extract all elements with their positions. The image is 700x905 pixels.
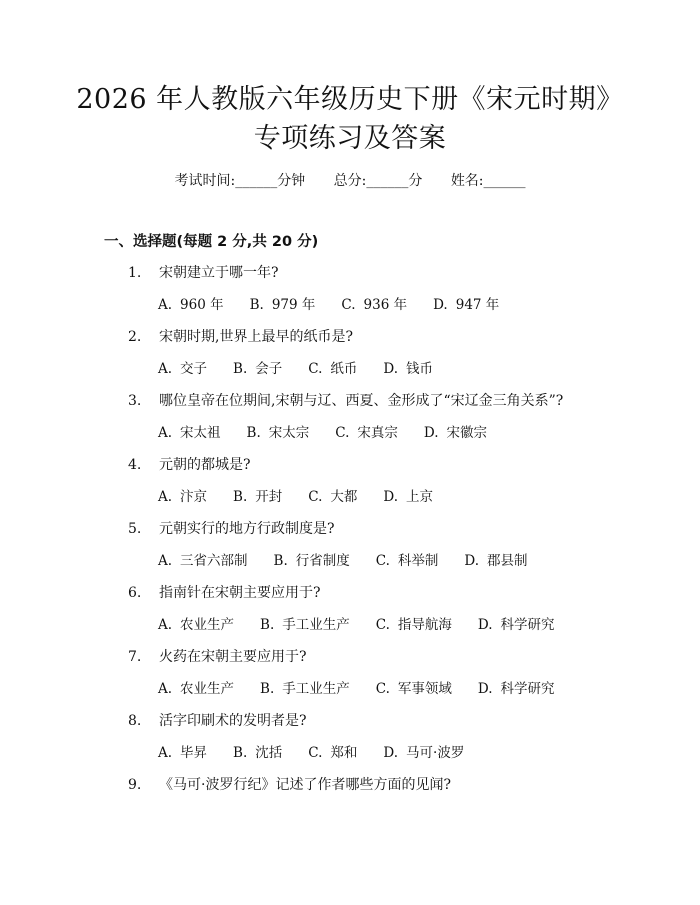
option-letter: A. — [158, 361, 173, 377]
exam-time-label: 考试时间: — [174, 173, 236, 189]
option-text: 宋真宗 — [357, 425, 398, 441]
answer-option — [158, 357, 207, 377]
option-letter: D. — [464, 553, 480, 569]
answer-option — [376, 549, 439, 569]
option-text: 947 年 — [455, 297, 500, 313]
total-score-blank: ______ — [366, 173, 409, 189]
option-letter: B. — [233, 489, 248, 505]
student-name-field — [451, 170, 526, 190]
total-score-field — [334, 170, 423, 190]
answer-option — [341, 293, 407, 313]
option-text: 郡县制 — [487, 553, 528, 569]
option-text: 979 年 — [271, 297, 316, 313]
option-text: 农业生产 — [180, 681, 235, 697]
answer-option — [250, 293, 316, 313]
total-score-label: 总分: — [333, 173, 367, 189]
answer-option — [308, 741, 357, 761]
option-letter: B. — [249, 297, 264, 313]
student-name-label: 姓名: — [450, 173, 484, 189]
option-letter: C. — [308, 361, 323, 377]
answer-option — [308, 485, 357, 505]
option-letter: C. — [308, 489, 323, 505]
option-letter: D. — [383, 361, 399, 377]
question-number: 4. — [128, 457, 142, 473]
option-text: 960 年 — [180, 297, 224, 313]
question-item — [128, 454, 251, 474]
option-text: 科学研究 — [500, 681, 555, 697]
question-number: 8. — [128, 713, 142, 729]
question-item — [128, 326, 353, 346]
question-item — [128, 646, 307, 666]
option-letter: C. — [375, 681, 390, 697]
question-number: 3. — [128, 393, 142, 409]
question-item — [128, 262, 279, 282]
question-item — [128, 518, 335, 538]
option-text: 毕昇 — [180, 745, 208, 761]
option-text: 手工业生产 — [282, 617, 350, 633]
answer-option — [158, 549, 248, 569]
option-text: 交子 — [180, 361, 208, 377]
answer-option — [260, 613, 350, 633]
option-letter: C. — [375, 617, 390, 633]
answer-options — [158, 549, 554, 569]
answer-options — [158, 485, 459, 505]
option-letter: B. — [273, 553, 288, 569]
answer-option — [383, 741, 464, 761]
option-letter: A. — [158, 297, 173, 313]
option-letter: A. — [158, 617, 173, 633]
option-letter: D. — [433, 297, 448, 313]
answer-options — [158, 677, 581, 697]
option-text: 汴京 — [180, 489, 208, 505]
option-text: 三省六部制 — [180, 553, 248, 569]
answer-options — [158, 293, 525, 313]
question-text: 哪位皇帝在位期间,宋朝与辽、西夏、金形成了“宋辽金三角关系”? — [159, 393, 564, 409]
answer-options — [158, 357, 459, 377]
total-score-unit: 分 — [408, 173, 423, 189]
question-number: 2. — [128, 329, 142, 345]
answer-option — [433, 293, 499, 313]
question-number: 7. — [128, 649, 142, 665]
question-text: 元朝的都城是? — [159, 457, 251, 473]
exam-info-row — [0, 170, 700, 190]
answer-option — [247, 421, 310, 441]
option-letter: B. — [260, 617, 275, 633]
answer-option — [158, 741, 207, 761]
option-text: 纸币 — [330, 361, 358, 377]
option-text: 宋太宗 — [268, 425, 310, 441]
answer-option — [158, 613, 234, 633]
answer-option — [233, 485, 282, 505]
option-letter: D. — [423, 425, 439, 441]
option-letter: A. — [158, 489, 173, 505]
option-letter: A. — [158, 425, 173, 441]
answer-option — [376, 613, 452, 633]
question-item — [128, 390, 563, 410]
answer-option — [376, 677, 452, 697]
question-text: 元朝实行的地方行政制度是? — [159, 521, 335, 537]
exam-time-unit: 分钟 — [277, 173, 306, 189]
option-text: 指导航海 — [397, 617, 452, 633]
document-title-line1: 2026 年人教版六年级历史下册《宋元时期》 — [76, 84, 624, 115]
answer-option — [335, 421, 398, 441]
answer-options — [158, 613, 581, 633]
option-text: 宋徽宗 — [446, 425, 488, 441]
answer-option — [158, 293, 224, 313]
option-letter: C. — [308, 745, 323, 761]
question-number: 6. — [128, 585, 142, 601]
answer-option — [233, 741, 282, 761]
exam-time-field — [174, 170, 305, 190]
answer-option — [383, 485, 433, 505]
answer-options — [158, 421, 513, 441]
option-text: 行省制度 — [295, 553, 350, 569]
section-heading-multiple-choice: 一、选择题(每题 2 分,共 20 分) — [104, 234, 319, 250]
option-text: 沈括 — [255, 745, 283, 761]
exam-time-blank: ______ — [235, 173, 278, 189]
question-text: 《马可·波罗行纪》记述了作者哪些方面的见闻? — [159, 777, 451, 793]
document-title-line2: 专项练习及答案 — [253, 123, 447, 154]
question-text: 指南针在宋朝主要应用于? — [159, 585, 321, 601]
option-letter: A. — [158, 553, 173, 569]
question-text: 宋朝建立于哪一年? — [159, 265, 279, 281]
option-letter: C. — [375, 553, 390, 569]
question-text: 活字印刷术的发明者是? — [159, 713, 307, 729]
option-text: 农业生产 — [180, 617, 235, 633]
question-item — [128, 582, 321, 602]
question-number: 5. — [128, 521, 142, 537]
answer-option — [158, 421, 221, 441]
option-text: 上京 — [406, 489, 434, 505]
answer-option — [260, 677, 350, 697]
option-text: 会子 — [255, 361, 283, 377]
option-letter: B. — [233, 361, 248, 377]
option-text: 郑和 — [330, 745, 358, 761]
option-letter: B. — [246, 425, 261, 441]
option-text: 军事领域 — [397, 681, 452, 697]
option-text: 手工业生产 — [282, 681, 350, 697]
student-name-blank: ______ — [483, 173, 526, 189]
question-item — [128, 774, 451, 794]
option-letter: A. — [158, 681, 173, 697]
answer-option — [383, 357, 433, 377]
answer-option — [308, 357, 357, 377]
answer-option — [424, 421, 487, 441]
option-letter: D. — [477, 681, 493, 697]
option-text: 钱币 — [406, 361, 434, 377]
answer-option — [158, 677, 234, 697]
answer-option — [233, 357, 282, 377]
option-text: 宋太祖 — [180, 425, 221, 441]
option-text: 开封 — [255, 489, 283, 505]
option-text: 科举制 — [397, 553, 439, 569]
option-letter: B. — [233, 745, 248, 761]
option-letter: B. — [260, 681, 275, 697]
question-number: 1. — [128, 265, 142, 281]
option-letter: A. — [158, 745, 173, 761]
answer-option — [274, 549, 350, 569]
question-text: 火药在宋朝主要应用于? — [159, 649, 307, 665]
option-text: 科学研究 — [500, 617, 555, 633]
option-letter: D. — [383, 489, 399, 505]
option-letter: D. — [383, 745, 399, 761]
option-text: 936 年 — [363, 297, 408, 313]
option-text: 大都 — [330, 489, 358, 505]
question-item — [128, 710, 307, 730]
question-text: 宋朝时期,世界上最早的纸币是? — [159, 329, 353, 345]
answer-options — [158, 741, 490, 761]
answer-option — [478, 613, 555, 633]
question-number: 9. — [128, 777, 142, 793]
option-letter: C. — [335, 425, 350, 441]
answer-option — [478, 677, 555, 697]
answer-option — [158, 485, 207, 505]
option-text: 马可·波罗 — [406, 745, 465, 761]
option-letter: D. — [477, 617, 493, 633]
answer-option — [464, 549, 527, 569]
option-letter: C. — [341, 297, 356, 313]
